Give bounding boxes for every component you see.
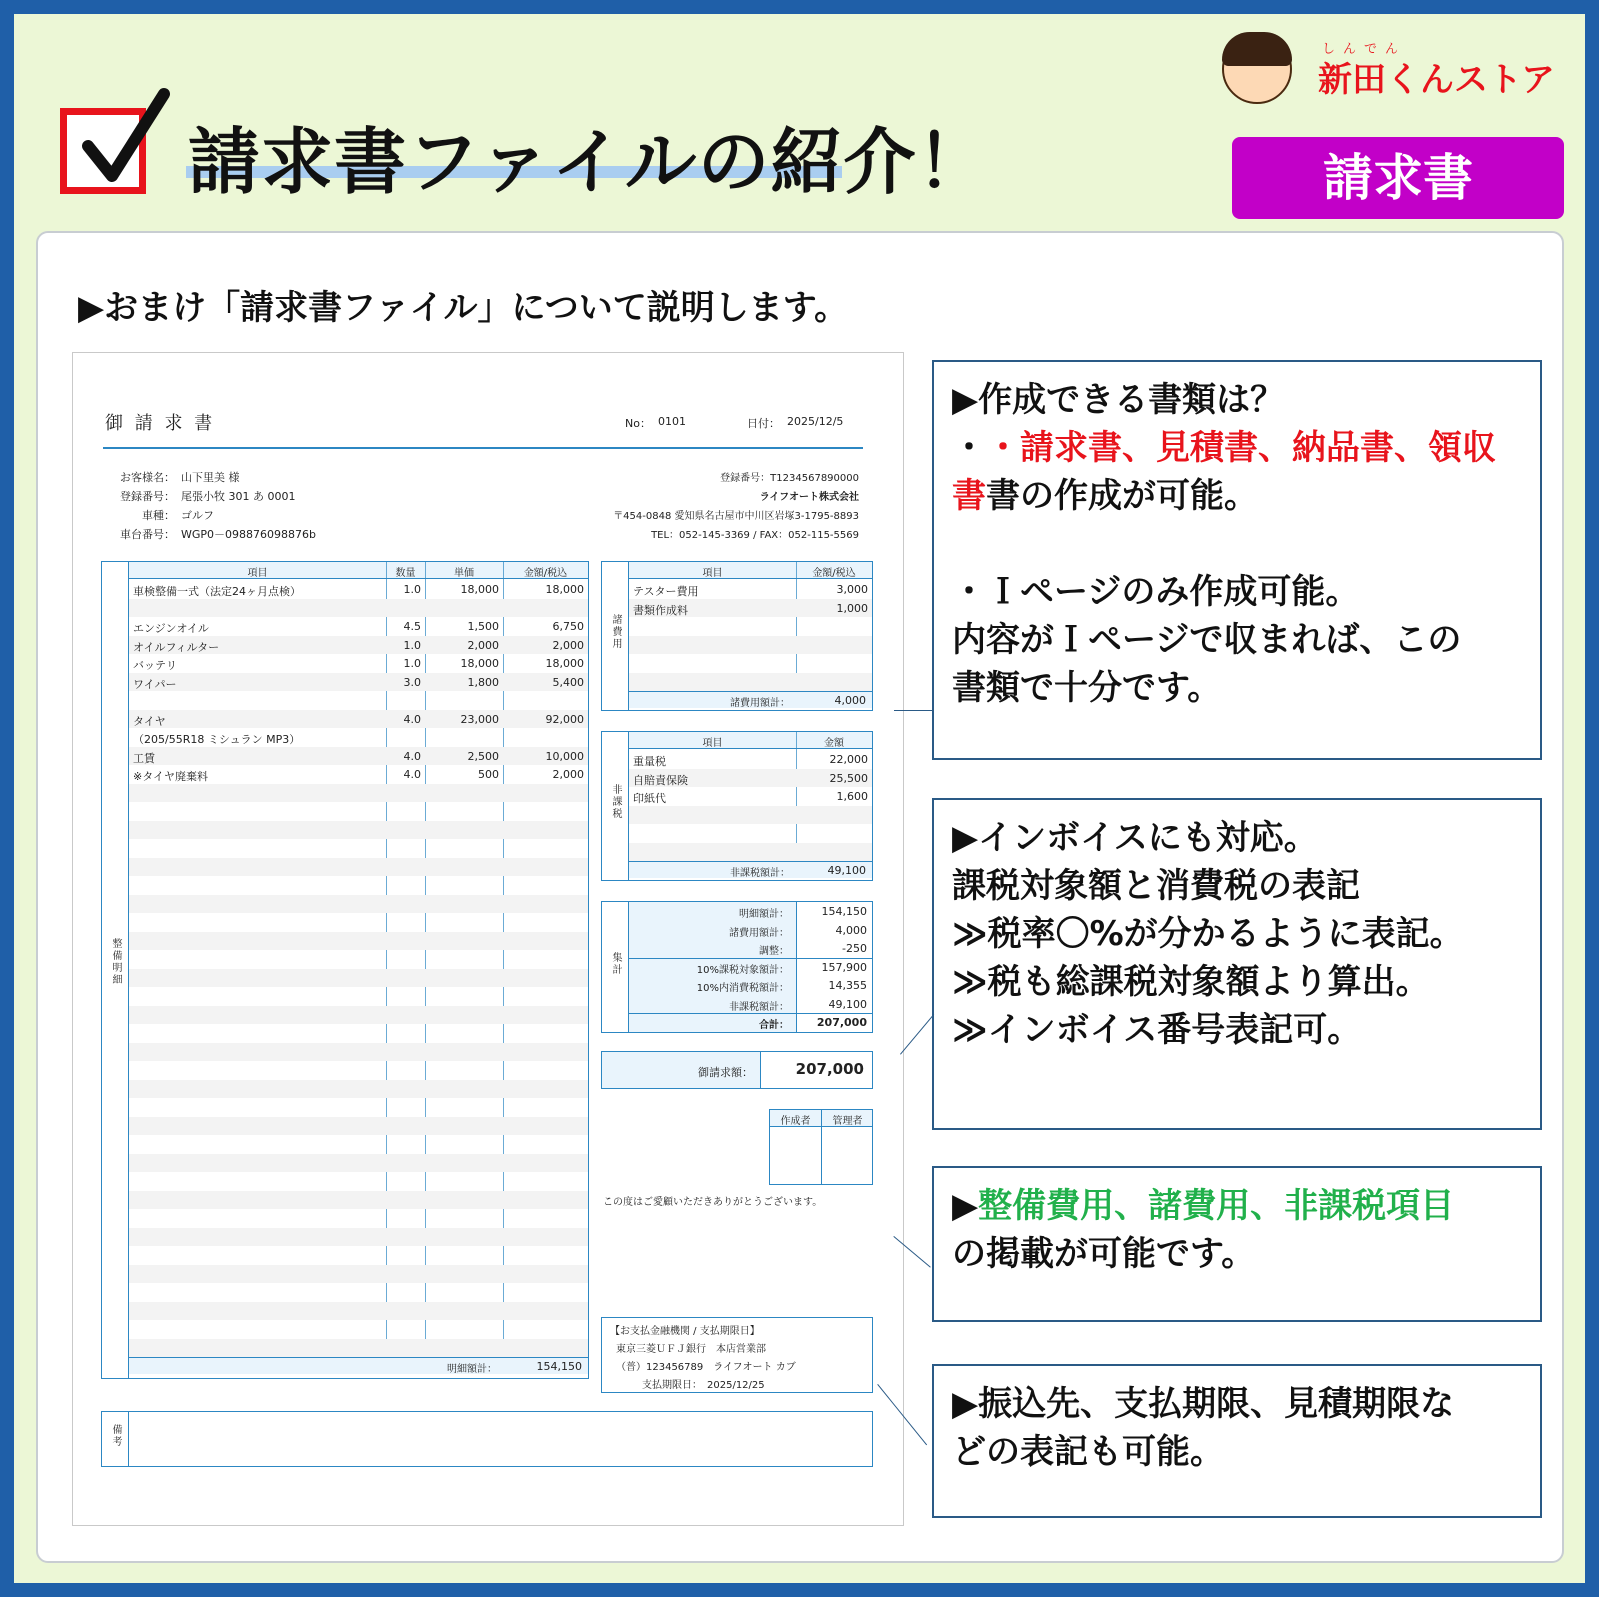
callout-documents-line-2: 書書の作成が可能。 [952, 476, 1258, 516]
table-cell: 4.0 [403, 712, 421, 726]
invoice-date-value: 2025/12/5 [787, 415, 844, 428]
column-header: 金額/税込 [523, 568, 568, 579]
callout-documents-types: ・請求書、見積書、納品書、領収 [986, 428, 1496, 468]
row-stripe [629, 843, 872, 862]
table-cell: 3.0 [403, 675, 421, 689]
table-cell: 4.0 [403, 768, 421, 781]
table-cell: 18,000 [545, 657, 584, 670]
billing-value: 207,000 [795, 1060, 864, 1078]
main-table [101, 561, 589, 1379]
row-stripe [129, 821, 588, 840]
customer-label: 車台番号： [120, 528, 175, 541]
table-cell: 書類作成料 [633, 603, 688, 617]
table-cell: バッテリ [133, 659, 177, 672]
row-stripe [629, 806, 872, 825]
table-cell: 2,000 [552, 768, 584, 781]
callout-invoice-line-1: 課税対象額と消費税の表記 [952, 866, 1360, 906]
callout-documents-line-6: 書類で十分です。 [952, 668, 1222, 708]
total-value: 154,150 [536, 1360, 582, 1373]
nontax-table [601, 731, 873, 881]
intro-text: ▶おまけ「請求書ファイル」について説明します。 [78, 288, 849, 328]
callout-invoice-line-3: ≫税も総課税対象額より算出。 [952, 962, 1430, 1002]
billing-box [601, 1051, 873, 1089]
issuer-line: ライフオート株式会社 [759, 492, 859, 503]
callout-invoice-heading: ▶インボイスにも対応。 [952, 818, 1318, 858]
table-cell: 1.0 [403, 638, 421, 652]
main-side-label: 整備明細 [110, 938, 121, 986]
table-cell: オイルフィルター [133, 640, 220, 654]
callout-documents-line-1: ・・請求書、見積書、納品書、領収 [952, 428, 1496, 468]
summary-label: 10%内消費税額計： [696, 983, 789, 994]
invoice-document [72, 352, 904, 1526]
table-cell: 1,000 [836, 601, 868, 615]
customer-value: 尾張小牧 301 あ 0001 [181, 490, 296, 503]
stamp-manager-label: 管理者 [832, 1116, 863, 1127]
payment-box [601, 1317, 873, 1393]
summary-label: 調整： [759, 946, 789, 957]
row-stripe [629, 636, 872, 655]
row-stripe [129, 1080, 588, 1099]
table-cell: テスター費用 [633, 585, 699, 598]
row-stripe [129, 1006, 588, 1025]
invoice-date-label: 日付： [747, 417, 780, 430]
summary-rule [629, 1013, 872, 1014]
connector-1 [894, 710, 934, 711]
callout-invoice-line-2: ≫税率〇%が分かるように表記。 [952, 914, 1464, 954]
column-header: 金額 [824, 738, 844, 749]
column-header: 数量 [395, 568, 416, 579]
payment-line: （普）123456789 ライフオート カブ [616, 1362, 796, 1373]
table-cell: 23,000 [460, 712, 499, 726]
nontax-side-label: 非課税 [610, 784, 621, 820]
column-divider [796, 562, 797, 690]
table-cell: 22,000 [829, 753, 868, 766]
row-stripe [129, 969, 588, 988]
summary-label: 10%課税対象額計： [696, 964, 789, 976]
table-cell: 3,000 [836, 583, 868, 596]
table-cell: 500 [478, 768, 499, 781]
table-cell: 18,000 [460, 657, 499, 670]
table-cell: 18,000 [545, 583, 584, 596]
callout-payment-line-1: どの表記も可能。 [952, 1432, 1224, 1472]
logo-hair [1222, 32, 1292, 66]
table-cell: 1,800 [467, 675, 499, 689]
row-stripe [129, 784, 588, 803]
table-cell: 印紙代 [633, 792, 666, 805]
total-value: 4,000 [834, 694, 866, 707]
callout-payment [932, 1364, 1542, 1518]
callout-items-heading: ▶整備費用、諸費用、非課税項目 [952, 1186, 1455, 1226]
remarks-label: 備考 [110, 1424, 121, 1448]
callout-items-green-text: 整備費用、諸費用、非課税項目 [978, 1186, 1455, 1226]
total-value: 49,100 [827, 864, 866, 877]
table-cell: 1,600 [836, 790, 868, 803]
table-cell: ※タイヤ廃棄料 [133, 770, 208, 783]
stamp-box [769, 1109, 873, 1185]
table-cell: 4.0 [403, 749, 421, 763]
table-cell: 1.0 [403, 583, 421, 596]
customer-label: 登録番号： [120, 490, 175, 503]
summary-value: 157,900 [821, 960, 867, 974]
fees-table [601, 561, 873, 711]
row-stripe [129, 1154, 588, 1173]
issuer-line: 〒454-0848 愛知県名古屋市中川区岩塚3-1795-8893 [613, 511, 859, 522]
table-cell: 2,000 [467, 638, 499, 652]
total-label: 明細額計： [447, 1364, 497, 1375]
callout-documents-line-2-text: 書の作成が可能。 [986, 476, 1258, 516]
table-cell: 重量税 [633, 755, 666, 768]
table-cell: 1,500 [467, 620, 499, 633]
row-stripe [129, 1117, 588, 1136]
row-stripe [129, 1191, 588, 1210]
checkmark-icon [60, 80, 180, 200]
table-cell: ワイパー [133, 677, 177, 691]
customer-label: 車種： [142, 509, 175, 522]
logo-ruby: しんでん [1322, 42, 1407, 57]
callout-documents-heading: ▶作成できる書類は？ [952, 380, 1285, 420]
customer-value: ゴルフ [181, 509, 214, 522]
callout-documents-line-5: 内容がＩページで収まれば、この [952, 620, 1462, 660]
invoice-no-label: No： [625, 417, 651, 430]
table-cell: 車検整備一式（法定24ヶ月点検） [133, 585, 301, 598]
summary-value: 14,355 [828, 979, 867, 992]
row-stripe [129, 1302, 588, 1321]
table-cell: 1.0 [403, 657, 421, 670]
column-header: 項目 [247, 568, 268, 579]
summary-table [601, 901, 873, 1033]
thanks-message: この度はご愛顧いただきありがとうございます。 [603, 1197, 823, 1208]
table-cell: 自賠責保険 [633, 773, 688, 787]
table-cell: 92,000 [545, 712, 584, 726]
column-header: 単価 [454, 568, 474, 579]
row-stripe [129, 858, 588, 877]
table-cell: エンジンオイル [133, 622, 209, 635]
row-stripe [129, 895, 588, 914]
table-cell: （205/55R18 ミシュラン MP3） [133, 733, 301, 746]
summary-value: 4,000 [835, 923, 867, 937]
customer-value: WGP0－098876098876b [181, 528, 316, 541]
invoice-title: 御 請 求 書 [105, 413, 216, 434]
remarks-side-divider [128, 1412, 129, 1466]
row-stripe [129, 599, 588, 618]
summary-value: 154,150 [821, 905, 867, 918]
summary-label: 非課税額計： [729, 1001, 789, 1013]
table-cell: タイヤ [133, 714, 166, 728]
issuer-line: 登録番号：T1234567890000 [720, 473, 859, 484]
table-cell: 18,000 [460, 583, 499, 596]
fees-side-label: 諸費用 [610, 614, 621, 650]
billing-label: 御請求額： [698, 1066, 753, 1079]
grid-header [129, 562, 588, 579]
callout-items-line-1: の掲載が可能です。 [952, 1234, 1256, 1274]
callout-invoice-line-4: ≫インボイス番号表記可。 [952, 1010, 1362, 1050]
table-cell: 4.5 [403, 620, 421, 633]
table-cell: 10,000 [545, 749, 584, 763]
row-stripe [129, 932, 588, 951]
title-rule [103, 447, 863, 449]
summary-value: 49,100 [828, 997, 867, 1011]
summary-label: 合計： [759, 1020, 789, 1031]
row-stripe [129, 1043, 588, 1062]
total-label: 諸費用額計： [730, 698, 790, 709]
row-stripe [129, 1265, 588, 1284]
stamp-creator-label: 作成者 [780, 1116, 811, 1127]
category-tag: 請求書 [1232, 137, 1564, 219]
column-header: 項目 [702, 568, 723, 579]
table-cell: 工賃 [133, 751, 155, 765]
row-stripe [129, 1228, 588, 1247]
payment-line: 【お支払金融機関 / 支払期限日】 [610, 1326, 760, 1337]
logo-text: 新田くんストア [1318, 60, 1555, 100]
total-label: 非課税額計： [730, 868, 790, 879]
summary-rule [629, 958, 872, 959]
remarks-box [101, 1411, 873, 1467]
customer-value: 山下里美 様 [181, 471, 240, 484]
table-cell: 2,000 [552, 638, 584, 652]
table-cell: 2,500 [467, 749, 499, 763]
page-title: 請求書ファイルの紹介！ [188, 120, 990, 204]
table-cell: 25,500 [829, 771, 868, 785]
column-header: 項目 [702, 738, 723, 749]
payment-line: 東京三菱ＵＦＪ銀行 本店営業部 [616, 1344, 766, 1355]
grid-header [629, 732, 872, 749]
payment-line: 支払期限日： 2025/12/25 [642, 1380, 765, 1391]
summary-value: 207,000 [816, 1016, 867, 1029]
table-cell: 6,750 [552, 620, 584, 633]
table-cell: 5,400 [552, 675, 584, 689]
row-stripe [129, 1339, 588, 1358]
issuer-line: TEL：052-145-3369 / FAX：052-115-5569 [651, 530, 859, 541]
summary-label: 諸費用額計： [729, 927, 789, 939]
grid-header [629, 562, 872, 579]
callout-documents-line-4: ・Ｉページのみ作成可能。 [952, 572, 1360, 612]
callout-items [932, 1166, 1542, 1322]
row-stripe [629, 673, 872, 692]
summary-side-label: 集計 [610, 952, 621, 976]
invoice-no-value: 0101 [658, 415, 686, 428]
callout-payment-line-0: ▶振込先、支払期限、見積期限な [952, 1384, 1455, 1424]
callout-invoice [932, 798, 1542, 1130]
callout-documents [932, 360, 1542, 760]
customer-label: お客様名： [120, 471, 175, 484]
column-header: 金額/税込 [812, 568, 856, 579]
summary-label: 明細額計： [739, 909, 789, 920]
column-divider [796, 732, 797, 860]
summary-value: -250 [842, 942, 867, 955]
